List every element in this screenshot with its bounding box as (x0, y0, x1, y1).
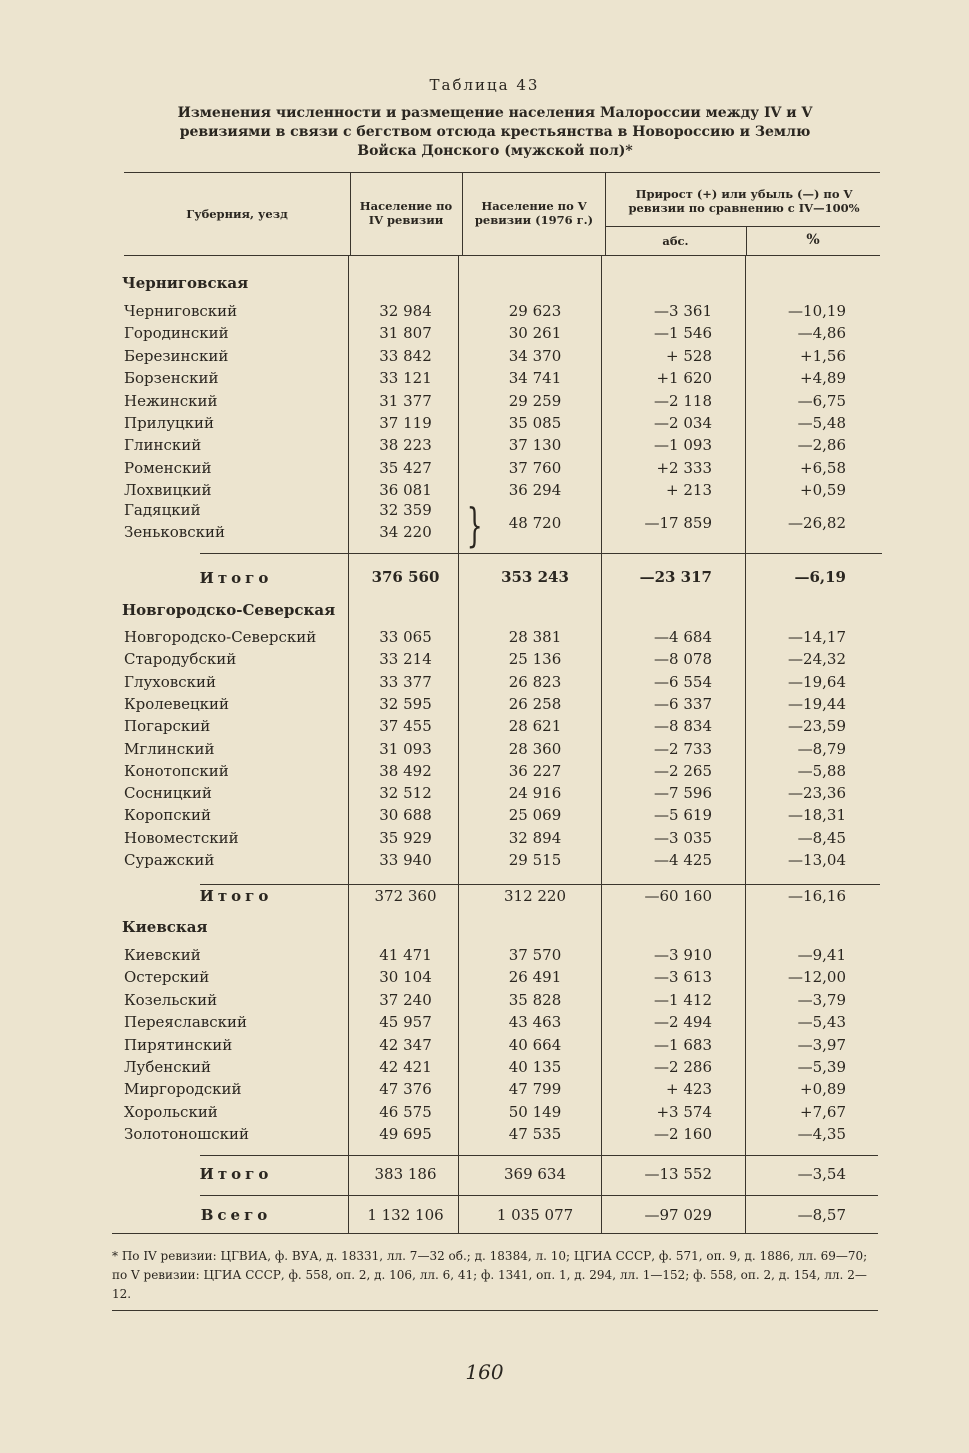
abs-change: —2 160 (654, 1125, 712, 1143)
district-name: Хорольский (124, 1103, 218, 1121)
footnote-rule (112, 1310, 878, 1311)
header-bottom-rule (124, 255, 880, 256)
district-name: Городинский (124, 324, 229, 342)
abs-change: —2 034 (654, 414, 712, 432)
abs-change: —4 684 (654, 628, 712, 646)
district-name: Глинский (124, 436, 202, 454)
table-caption: Таблица 43 (429, 76, 540, 94)
pop4-value: 41 471 (379, 946, 432, 964)
header-sub-rule (605, 226, 880, 227)
page-number: 160 (465, 1360, 504, 1384)
district-name: Мглинский (124, 740, 215, 758)
pop4-value: 37 119 (379, 414, 432, 432)
abs-change: —3 613 (654, 968, 712, 986)
pop5-value: 32 894 (508, 829, 562, 847)
district-name: Роменский (124, 459, 212, 477)
pop4-value: 32 595 (379, 695, 432, 713)
abs-change: —8 834 (654, 717, 712, 735)
grand-total-rule (200, 1195, 878, 1196)
district-name: Стародубский (124, 650, 237, 668)
district-name: Коропский (124, 806, 212, 824)
pct-change: —6,75 (797, 392, 846, 410)
pct-change: —3,79 (797, 991, 846, 1009)
grand-total-abs: —97 029 (644, 1206, 712, 1224)
pop5-value: 26 823 (508, 673, 562, 691)
abs-change: + 528 (666, 347, 712, 365)
district-name: Переяславский (124, 1013, 247, 1031)
district-name: Лохвицкий (124, 481, 212, 499)
total-rule-3 (200, 1155, 878, 1156)
pop4-value: 31 807 (379, 324, 432, 342)
pct-change: —8,45 (797, 829, 846, 847)
body-divider-1 (348, 255, 349, 1233)
pop5-value: 47 799 (508, 1080, 562, 1098)
pop5-value: 43 463 (508, 1013, 562, 1031)
district-name: Черниговский (124, 302, 238, 320)
total-abs: —13 552 (644, 1165, 712, 1183)
pop4-value: 32 512 (379, 784, 432, 802)
abs-change: —1 546 (654, 324, 712, 342)
pop5-value: 50 149 (508, 1103, 562, 1121)
abs-change: +2 333 (656, 459, 712, 477)
district-name: Козельский (124, 991, 218, 1009)
abs-change: +3 574 (656, 1103, 712, 1121)
pop4-value: 33 842 (379, 347, 432, 365)
total-pop5: 312 220 (503, 887, 567, 905)
abs-change: —1 412 (654, 991, 712, 1009)
total-pct: —3,54 (797, 1165, 846, 1183)
table-title: Изменения численности и размещение населения Малороссии между IV и V ревизиями в связи с бегством отсюда крестьянства в Новороссию и Землю Войска Донского (мужской пол)* (177, 105, 813, 159)
district-name: Суражский (124, 851, 215, 869)
pct-change: —3,97 (797, 1036, 846, 1054)
pct-change: +7,67 (800, 1103, 846, 1121)
pop5-value: 28 381 (508, 628, 562, 646)
header-divider-2 (462, 172, 463, 255)
abs-change: —1 683 (654, 1036, 712, 1054)
abs-change: —2 494 (654, 1013, 712, 1031)
district-name: Остерский (124, 968, 210, 986)
district-name: Прилуцкий (124, 414, 215, 432)
pop4-value: 33 377 (379, 673, 432, 691)
header-change: Прирост (+) или убыль (—) по V ревизии по сравнению с IV—100% (628, 187, 860, 215)
district-name: Зеньковский (124, 523, 226, 541)
pop5-value: 34 741 (508, 369, 562, 387)
pct-change: +1,56 (800, 347, 846, 365)
pop4-value: 37 455 (379, 717, 432, 735)
abs-change: —5 619 (654, 806, 712, 824)
pop4-value: 42 347 (379, 1036, 432, 1054)
abs-change: —8 078 (654, 650, 712, 668)
pop5-value: 29 515 (508, 851, 562, 869)
abs-change: —17 859 (644, 514, 712, 532)
district-name: Миргородский (124, 1080, 242, 1098)
header-pop5: Население по V ревизии (1976 г.) (474, 199, 594, 227)
total-pop4: 372 360 (374, 887, 437, 905)
header-district: Губерния, уезд (186, 207, 288, 221)
pop4-value: 49 695 (379, 1125, 432, 1143)
total-pop5: 353 243 (501, 568, 569, 586)
pct-change: —8,79 (797, 740, 846, 758)
pop4-value: 37 240 (379, 991, 432, 1009)
pop5-value: 24 916 (508, 784, 562, 802)
pct-change: —26,82 (788, 514, 846, 532)
abs-change: —6 337 (654, 695, 712, 713)
pop4-value: 30 104 (379, 968, 432, 986)
pop5-value: 26 258 (508, 695, 562, 713)
pop4-value: 33 065 (379, 628, 432, 646)
total-abs: —23 317 (639, 568, 712, 586)
header-abs: абс. (662, 234, 689, 248)
pop5-value: 29 259 (508, 392, 562, 410)
total-pop4: 376 560 (371, 568, 440, 586)
pop5-value: 28 360 (508, 740, 562, 758)
district-name: Погарский (124, 717, 211, 735)
pop4-value: 33 214 (379, 650, 432, 668)
pop4-value: 33 940 (379, 851, 432, 869)
district-name: Борзенский (124, 369, 219, 387)
pct-change: —9,41 (797, 946, 846, 964)
table-bottom-rule (112, 1233, 878, 1234)
pop5-value: 37 130 (508, 436, 562, 454)
abs-change: —2 265 (654, 762, 712, 780)
pop5-value: 29 623 (508, 302, 562, 320)
district-name: Гадяцкий (124, 501, 201, 519)
pct-change: —23,59 (788, 717, 846, 735)
district-name: Конотопский (124, 762, 229, 780)
district-name: Новоместский (124, 829, 239, 847)
pop4-value: 35 427 (379, 459, 432, 477)
total-label: Итого (199, 1165, 273, 1183)
pct-change: —4,86 (797, 324, 846, 342)
pop4-value: 31 093 (379, 740, 432, 758)
header-pop4: Население по IV ревизии (359, 199, 453, 227)
pop5-value: 25 136 (508, 650, 562, 668)
pct-change: +6,58 (800, 459, 846, 477)
pct-change: —5,88 (797, 762, 846, 780)
pop4-value: 30 688 (379, 806, 432, 824)
pct-change: —4,35 (797, 1125, 846, 1143)
pct-change: +0,59 (800, 481, 846, 499)
district-name: Сосницкий (124, 784, 212, 802)
abs-change: + 213 (666, 481, 712, 499)
pop5-value: 36 294 (508, 481, 562, 499)
district-name: Пирятинский (124, 1036, 233, 1054)
district-name: Березинский (124, 347, 229, 365)
pct-change: —5,39 (797, 1058, 846, 1076)
header-divider-1 (350, 172, 351, 255)
total-label: Итого (199, 887, 273, 905)
pct-change: —2,86 (797, 436, 846, 454)
pct-change: —14,17 (788, 628, 846, 646)
pop5-value: 30 261 (508, 324, 562, 342)
pop5-value: 37 760 (508, 459, 562, 477)
pop4-value: 31 377 (379, 392, 432, 410)
pct-change: —18,31 (788, 806, 846, 824)
merge-brace: } (466, 498, 483, 552)
pop4-value: 32 984 (379, 302, 432, 320)
pct-change: —5,43 (797, 1013, 846, 1031)
abs-change: —3 361 (654, 302, 712, 320)
total-pop5: 369 634 (503, 1165, 567, 1183)
district-name: Нежинский (124, 392, 218, 410)
abs-change: —4 425 (654, 851, 712, 869)
pct-change: —10,19 (788, 302, 846, 320)
pop4-value: 45 957 (379, 1013, 432, 1031)
pop5-value: 47 535 (508, 1125, 562, 1143)
section-title: Черниговская (122, 274, 249, 292)
district-name: Кролевецкий (124, 695, 229, 713)
abs-change: —3 910 (654, 946, 712, 964)
pct-change: —19,64 (788, 673, 846, 691)
abs-change: —2 733 (654, 740, 712, 758)
abs-change: —3 035 (654, 829, 712, 847)
pop5-value: 35 828 (508, 991, 562, 1009)
abs-change: —2 118 (654, 392, 712, 410)
total-pct: —6,19 (794, 568, 846, 586)
grand-total-pop5: 1 035 077 (496, 1206, 574, 1224)
pct-change: —24,32 (788, 650, 846, 668)
pop5-value: 28 621 (508, 717, 562, 735)
total-abs: —60 160 (644, 887, 712, 905)
pop4-value: 34 220 (379, 523, 432, 541)
pop4-value: 42 421 (379, 1058, 432, 1076)
pop4-value: 36 081 (379, 481, 432, 499)
total-rule-1 (200, 553, 882, 554)
grand-total-label: Всего (200, 1206, 272, 1224)
pct-change: +0,89 (800, 1080, 846, 1098)
district-name: Новгородско-Северский (124, 628, 317, 646)
grand-total-pop4: 1 132 106 (367, 1206, 444, 1224)
header-pct: % (806, 232, 820, 248)
district-name: Киевский (124, 946, 201, 964)
pop5-value: 40 135 (508, 1058, 562, 1076)
pop5-value: 26 491 (508, 968, 562, 986)
district-name: Лубенский (124, 1058, 212, 1076)
pop4-value: 33 121 (379, 369, 432, 387)
abs-change: —6 554 (654, 673, 712, 691)
abs-change: +1 620 (656, 369, 712, 387)
pop5-value: 48 720 (508, 514, 562, 532)
grand-total-pct: —8,57 (797, 1206, 846, 1224)
pop5-value: 25 069 (508, 806, 562, 824)
district-name: Глуховский (124, 673, 216, 691)
abs-change: —1 093 (654, 436, 712, 454)
total-pop4: 383 186 (374, 1165, 437, 1183)
header-top-rule (124, 172, 880, 173)
abs-change: —7 596 (654, 784, 712, 802)
pop4-value: 32 359 (379, 501, 432, 519)
section-title: Новгородско-Северская (122, 601, 336, 619)
pct-change: —23,36 (788, 784, 846, 802)
pop4-value: 46 575 (379, 1103, 432, 1121)
pop4-value: 35 929 (379, 829, 432, 847)
section-title: Киевская (122, 918, 208, 936)
pct-change: —12,00 (788, 968, 846, 986)
pct-change: —13,04 (788, 851, 846, 869)
total-pct: —16,16 (788, 887, 846, 905)
pop5-value: 40 664 (508, 1036, 562, 1054)
pop4-value: 38 223 (379, 436, 432, 454)
pop5-value: 36 227 (508, 762, 562, 780)
pct-change: +4,89 (800, 369, 846, 387)
abs-change: —2 286 (654, 1058, 712, 1076)
abs-change: + 423 (666, 1080, 712, 1098)
footnote: * По IV ревизии: ЦГВИА, ф. ВУА, д. 18331, лл. 7—32 об.; д. 18384, л. 10; ЦГИА СССР, ф. 571, оп. 9, д. 1886, лл. 69—70; по V ревизии: ЦГИА СССР, ф. 558, оп. 2, д. 106, лл. 6, 41; ф. 1341, оп. 1, д. 294, лл. 1—152; ф. 558, оп. 2, д. 154, лл. 2—12. (112, 1249, 868, 1301)
pop4-value: 38 492 (379, 762, 432, 780)
total-label: Итого (199, 569, 273, 587)
pop5-value: 37 570 (508, 946, 562, 964)
district-name: Золотоношский (124, 1125, 250, 1143)
pop5-value: 35 085 (508, 414, 562, 432)
pct-change: —5,48 (797, 414, 846, 432)
total-rule-2 (200, 884, 880, 885)
pop4-value: 47 376 (379, 1080, 432, 1098)
pct-change: —19,44 (788, 695, 846, 713)
pop5-value: 34 370 (508, 347, 562, 365)
